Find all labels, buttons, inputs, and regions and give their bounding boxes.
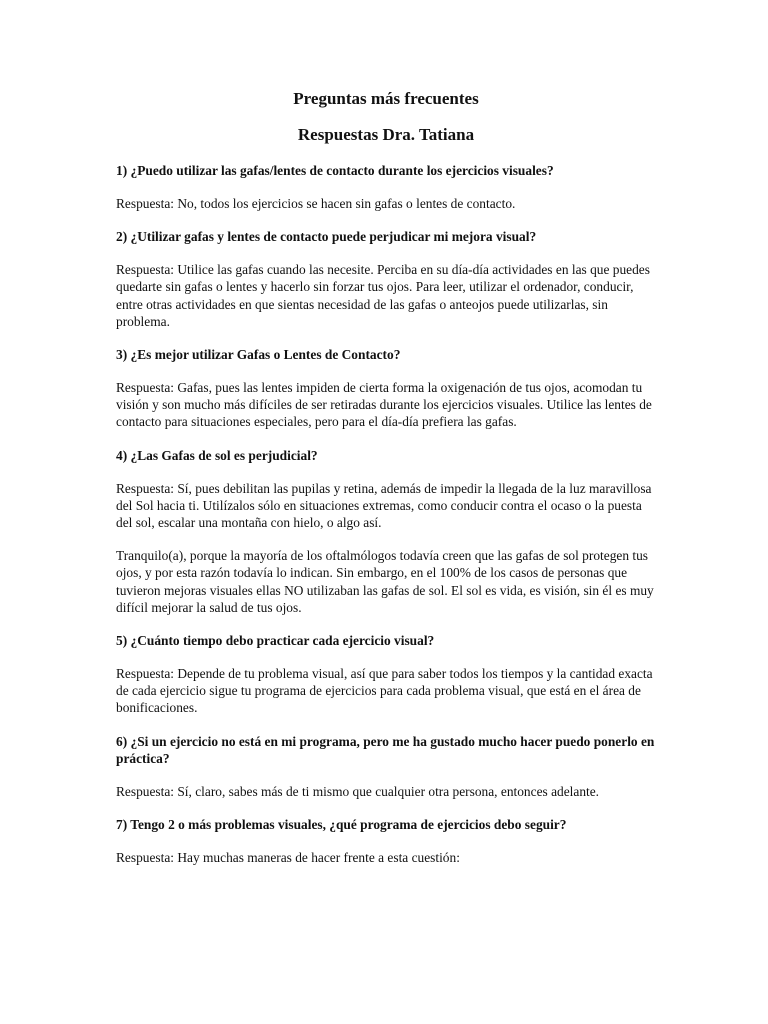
faq-answer: Respuesta: Sí, pues debilitan las pupilas y retina, además de impedir la llegada de la luz maravillosa del Sol hacia ti. Utilízalos sólo en situaciones extremas, como conducir contra el ocaso o la puesta del sol, escalar una montaña con hielo, o algo así. bbox=[116, 480, 652, 531]
faq-answer: Tranquilo(a), porque la mayoría de los oftalmólogos todavía creen que las gafas de sol protegen tus ojos, y por esta razón todavía lo indican. Sin embargo, en el 100% de los casos de personas que tuvieron mejoras visuales ellas NO utilizaban las gafas de sol. El sol es vida, es visión, sin él es muy difícil mejorar la salud de tus ojos. bbox=[116, 548, 654, 615]
faq-question: 5) ¿Cuánto tiempo debo practicar cada ejercicio visual? bbox=[116, 633, 435, 649]
faq-question: 7) Tengo 2 o más problemas visuales, ¿qué programa de ejercicios debo seguir? bbox=[116, 816, 567, 832]
faq-answer: Respuesta: Sí, claro, sabes más de ti mismo que cualquier otra persona, entonces adelante. bbox=[116, 783, 600, 799]
faq-answer: Respuesta: No, todos los ejercicios se hacen sin gafas o lentes de contacto. bbox=[116, 196, 516, 211]
faq-question: 1) ¿Puedo utilizar las gafas/lentes de contacto durante los ejercicios visuales? bbox=[116, 163, 554, 178]
faq-question: 4) ¿Las Gafas de sol es perjudicial? bbox=[116, 447, 318, 463]
faq-answer: Respuesta: Gafas, pues las lentes impiden de cierta forma la oxigenación de tus ojos, acomodan tu visión y son mucho más difíciles de ser retiradas durante los ejercicios visuales. Utilice las lentes de contacto para situaciones especiales, pero para el día-día prefiera las gafas. bbox=[116, 380, 652, 430]
page-subtitle: Respuestas Dra. Tatiana bbox=[297, 125, 475, 144]
faq-item-3 bbox=[116, 346, 656, 431]
faq-question: 6) ¿Si un ejercicio no está en mi programa, pero me ha gustado mucho hacer puedo ponerlo en práctica? bbox=[116, 733, 655, 766]
faq-answer: Respuesta: Depende de tu problema visual, así que para saber todos los tiempos y la cantidad exacta de cada ejercicio sigue tu programa de ejercicios para cada problema visual, que está en el área de bonificaciones. bbox=[116, 666, 653, 716]
faq-question: 2) ¿Utilizar gafas y lentes de contacto puede perjudicar mi mejora visual? bbox=[116, 229, 537, 245]
faq-item-2 bbox=[116, 228, 656, 330]
faq-item-5 bbox=[116, 632, 656, 717]
faq-item-1 bbox=[116, 162, 656, 212]
faq-item-4 bbox=[116, 447, 656, 616]
faq-answer: Respuesta: Utilice las gafas cuando las necesite. Perciba en su día-día actividades en las que puedes quedarte sin gafas o lentes y hacerlo sin forzar tus ojos. Para leer, utilizar el ordenador, conducir, entre otras actividades en que sientas necesidad de las gafas o anteojos puede utilizarlas, sin problema. bbox=[116, 262, 650, 329]
faq-item-6 bbox=[116, 733, 656, 800]
faq-item-7 bbox=[116, 816, 656, 866]
faq-answer: Respuesta: Hay muchas maneras de hacer frente a esta cuestión: bbox=[116, 849, 460, 865]
faq-question: 3) ¿Es mejor utilizar Gafas o Lentes de Contacto? bbox=[116, 347, 401, 363]
document-page bbox=[116, 88, 656, 882]
page-title: Preguntas más frecuentes bbox=[293, 89, 479, 108]
